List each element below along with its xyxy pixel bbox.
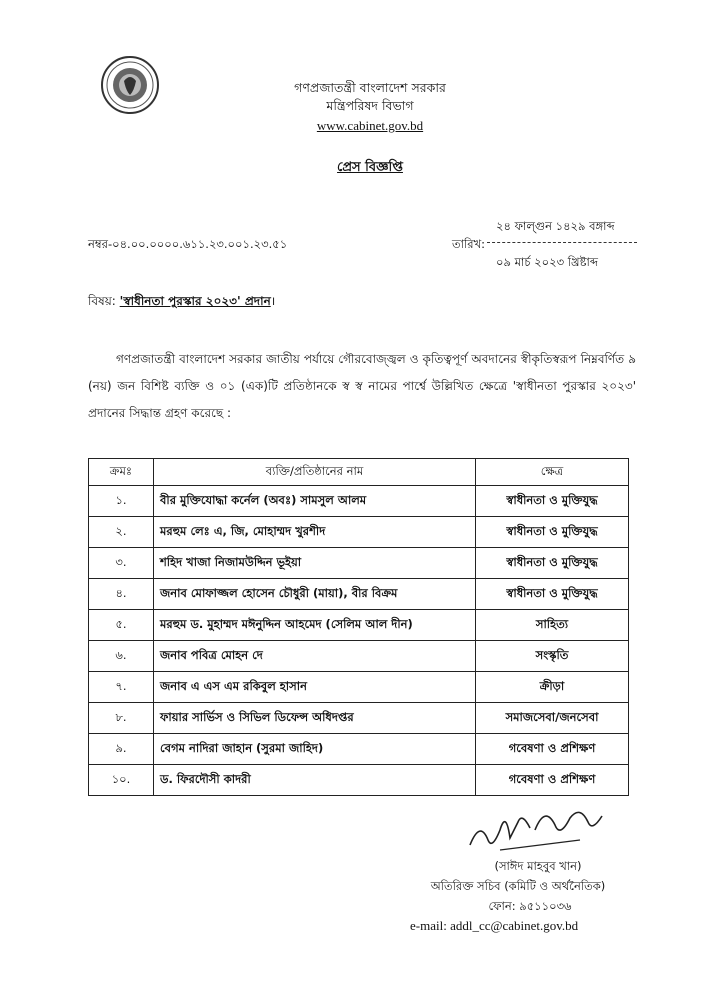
row-name: বেগম নাদিরা জাহান (সুরমা জাহিদ) bbox=[154, 734, 476, 765]
handwritten-signature bbox=[460, 800, 620, 860]
row-field: স্বাধীনতা ও মুক্তিযুদ্ধ bbox=[476, 579, 629, 610]
row-name: শহিদ খাজা নিজামউদ্দিন ভূইয়া bbox=[154, 548, 476, 579]
subject-end: । bbox=[270, 294, 276, 308]
table-row bbox=[89, 734, 629, 765]
table-row bbox=[89, 672, 629, 703]
table-row bbox=[89, 641, 629, 672]
table-row bbox=[89, 765, 629, 796]
table-row bbox=[89, 703, 629, 734]
press-release-title: প্রেস বিজ্ঞপ্তি bbox=[337, 160, 403, 175]
table-row bbox=[89, 579, 629, 610]
header-division-name: মন্ত্রিপরিষদ বিভাগ bbox=[326, 98, 414, 113]
row-field: স্বাধীনতা ও মুক্তিযুদ্ধ bbox=[476, 486, 629, 517]
column-header-serial: ক্রমঃ bbox=[89, 459, 154, 486]
table-row bbox=[89, 610, 629, 641]
date-english: ০৯ মার্চ ২০২৩ খ্রিষ্টাব্দ bbox=[496, 255, 598, 269]
header-government-name: গণপ্রজাতন্ত্রী বাংলাদেশ সরকার bbox=[294, 80, 446, 95]
row-serial: ১. bbox=[89, 486, 154, 517]
awardees-table bbox=[88, 458, 629, 796]
signatory-name: (সাঈদ মাহবুব খান) bbox=[494, 859, 582, 873]
row-serial: ৪. bbox=[89, 579, 154, 610]
row-name: মরহুম লেঃ এ, জি, মোহাম্মদ খুরশীদ bbox=[154, 517, 476, 548]
column-header-name: ব্যক্তি/প্রতিষ্ঠানের নাম bbox=[154, 459, 476, 486]
row-field: সংস্কৃতি bbox=[476, 641, 629, 672]
subject-line bbox=[88, 292, 275, 313]
date-bangla: ২৪ ফাল্গুন ১৪২৯ বঙ্গাব্দ bbox=[496, 219, 615, 233]
row-name: ড. ফিরদৌসী কাদরী bbox=[154, 765, 476, 796]
memo-number: নম্বর-০৪.০০.০০০০.৬১১.২৩.০০১.২৩.৫১ bbox=[88, 237, 288, 251]
signatory-designation: অতিরিক্ত সচিব (কমিটি ও অর্থনৈতিক) bbox=[430, 879, 606, 893]
column-header-field: ক্ষেত্র bbox=[476, 459, 629, 486]
date-divider bbox=[487, 242, 637, 243]
subject-text: 'স্বাধীনতা পুরস্কার ২০২৩' প্রদান bbox=[119, 294, 271, 308]
body-paragraph: গণপ্রজাতন্ত্রী বাংলাদেশ সরকার জাতীয় পর্যায়ে গৌরবোজ্জ্বল ও কৃতিত্বপূর্ণ অবদানের স্বীকৃতিস্বরূপ নিম্নবর্ণিত ৯ (নয়) জন বিশিষ্ট ব্যক্তি ও ০১ (এক)টি প্রতিষ্ঠানকে স্ব স্ব নামের পার্শ্বে উল্লিখিত ক্ষেত্রে 'স্বাধীনতা পুরস্কার ২০২৩' প্রদানের সিদ্ধান্ত গ্রহণ করেছে : bbox=[88, 352, 636, 420]
row-name: জনাব মোফাজ্জল হোসেন চৌধুরী (মায়া), বীর বিক্রম bbox=[154, 579, 476, 610]
row-name: জনাব পবিত্র মোহন দে bbox=[154, 641, 476, 672]
row-serial: ৭. bbox=[89, 672, 154, 703]
row-serial: ২. bbox=[89, 517, 154, 548]
table-row bbox=[89, 517, 629, 548]
row-field: সমাজসেবা/জনসেবা bbox=[476, 703, 629, 734]
date-label: তারিখ: bbox=[452, 237, 486, 251]
row-field: গবেষণা ও প্রশিক্ষণ bbox=[476, 765, 629, 796]
row-serial: ৫. bbox=[89, 610, 154, 641]
row-serial: ৮. bbox=[89, 703, 154, 734]
row-serial: ১০. bbox=[89, 765, 154, 796]
row-serial: ৩. bbox=[89, 548, 154, 579]
row-field: সাহিত্য bbox=[476, 610, 629, 641]
row-name: বীর মুক্তিযোদ্ধা কর্নেল (অবঃ) সামসুল আলম bbox=[154, 486, 476, 517]
signatory-phone: ফোন: ৯৫১১০৩৬ bbox=[488, 899, 572, 913]
row-name: মরহুম ড. মুহাম্মদ মঈনুদ্দিন আহমেদ (সেলিম আল দীন) bbox=[154, 610, 476, 641]
header-website-link[interactable]: www.cabinet.gov.bd bbox=[316, 118, 424, 133]
signatory-email[interactable]: e-mail: addl_cc@cabinet.gov.bd bbox=[410, 918, 579, 933]
row-name: জনাব এ এস এম রকিবুল হাসান bbox=[154, 672, 476, 703]
row-field: স্বাধীনতা ও মুক্তিযুদ্ধ bbox=[476, 548, 629, 579]
table-header-row bbox=[89, 459, 629, 486]
row-field: স্বাধীনতা ও মুক্তিযুদ্ধ bbox=[476, 517, 629, 548]
row-field: গবেষণা ও প্রশিক্ষণ bbox=[476, 734, 629, 765]
table-row bbox=[89, 548, 629, 579]
row-serial: ৯. bbox=[89, 734, 154, 765]
row-serial: ৬. bbox=[89, 641, 154, 672]
subject-label: বিষয়: bbox=[88, 294, 116, 308]
row-name: ফায়ার সার্ভিস ও সিভিল ডিফেন্স অধিদপ্তর bbox=[154, 703, 476, 734]
row-field: ক্রীড়া bbox=[476, 672, 629, 703]
table-row bbox=[89, 486, 629, 517]
